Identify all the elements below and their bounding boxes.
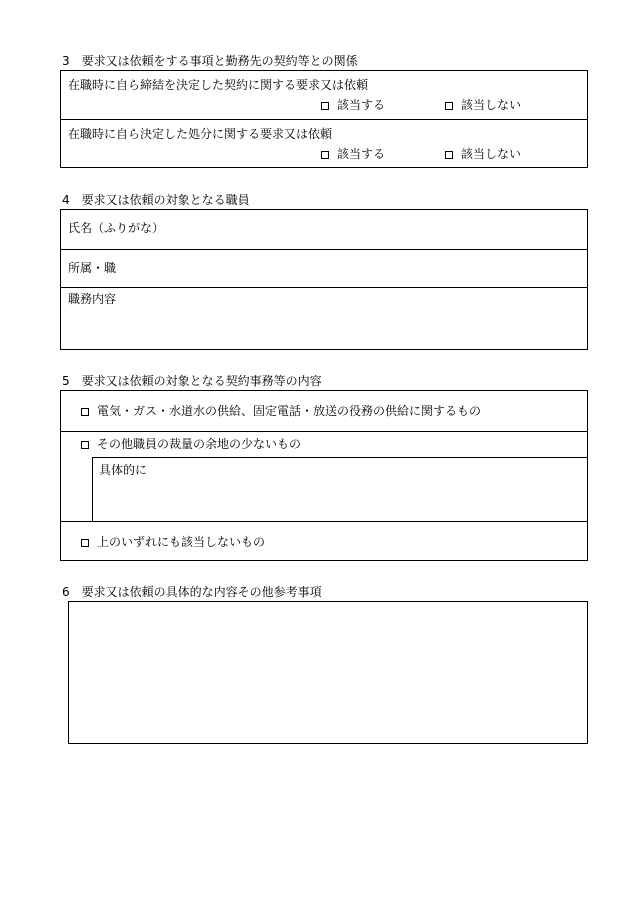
section3-row-disposition xyxy=(61,119,587,168)
low-discretion-checkbox[interactable] xyxy=(81,437,301,451)
disposition-not-applicable-checkbox[interactable] xyxy=(445,147,521,161)
section5-heading: 5 要求又は依頼の対象となる契約事務等の内容 xyxy=(62,374,322,388)
checkbox-icon xyxy=(445,102,453,110)
detail-label: 具体的に xyxy=(99,463,148,477)
duties-field[interactable] xyxy=(61,287,587,350)
option-label: 該当する xyxy=(337,147,386,161)
section3-table xyxy=(60,70,588,168)
section5-row-none xyxy=(61,521,587,561)
section5-table xyxy=(60,390,588,561)
option-label: 該当する xyxy=(337,98,386,112)
option-label: 上のいずれにも該当しないもの xyxy=(97,535,266,549)
section5-row-low-discretion xyxy=(61,431,587,521)
option-label: その他職員の裁量の余地の少ないもの xyxy=(97,437,302,451)
reference-details-field[interactable] xyxy=(68,601,588,744)
contract-applicable-checkbox[interactable] xyxy=(321,98,385,112)
checkbox-icon xyxy=(81,408,89,416)
section4-table xyxy=(60,209,588,350)
section5-row-utilities xyxy=(61,391,587,431)
section6-heading: 6 要求又は依頼の具体的な内容その他参考事項 xyxy=(62,585,322,599)
option-label: 該当しない xyxy=(461,98,522,112)
row-label: 在職時に自ら締結を決定した契約に関する要求又は依頼 xyxy=(68,78,369,92)
option-label: 該当しない xyxy=(461,147,522,161)
row-label: 在職時に自ら決定した処分に関する要求又は依頼 xyxy=(68,127,333,141)
section3-heading: 3 要求又は依頼をする事項と勤務先の契約等との関係 xyxy=(62,54,358,68)
name-label: 氏名（ふりがな） xyxy=(68,221,165,235)
name-field[interactable] xyxy=(61,210,587,249)
checkbox-icon xyxy=(81,539,89,547)
affiliation-label: 所属・職 xyxy=(68,261,117,275)
section4-heading: 4 要求又は依頼の対象となる職員 xyxy=(62,193,250,207)
checkbox-icon xyxy=(321,102,329,110)
contract-not-applicable-checkbox[interactable] xyxy=(445,98,521,112)
affiliation-field[interactable] xyxy=(61,249,587,287)
section3-row-contract xyxy=(61,71,587,119)
utilities-checkbox[interactable] xyxy=(81,404,481,418)
option-label: 電気・ガス・水道水の供給、固定電話・放送の役務の供給に関するもの xyxy=(97,404,482,418)
none-applicable-checkbox[interactable] xyxy=(81,535,265,549)
detail-field[interactable] xyxy=(92,457,587,521)
disposition-applicable-checkbox[interactable] xyxy=(321,147,385,161)
duties-label: 職務内容 xyxy=(68,292,117,306)
checkbox-icon xyxy=(445,151,453,159)
checkbox-icon xyxy=(81,441,89,449)
checkbox-icon xyxy=(321,151,329,159)
